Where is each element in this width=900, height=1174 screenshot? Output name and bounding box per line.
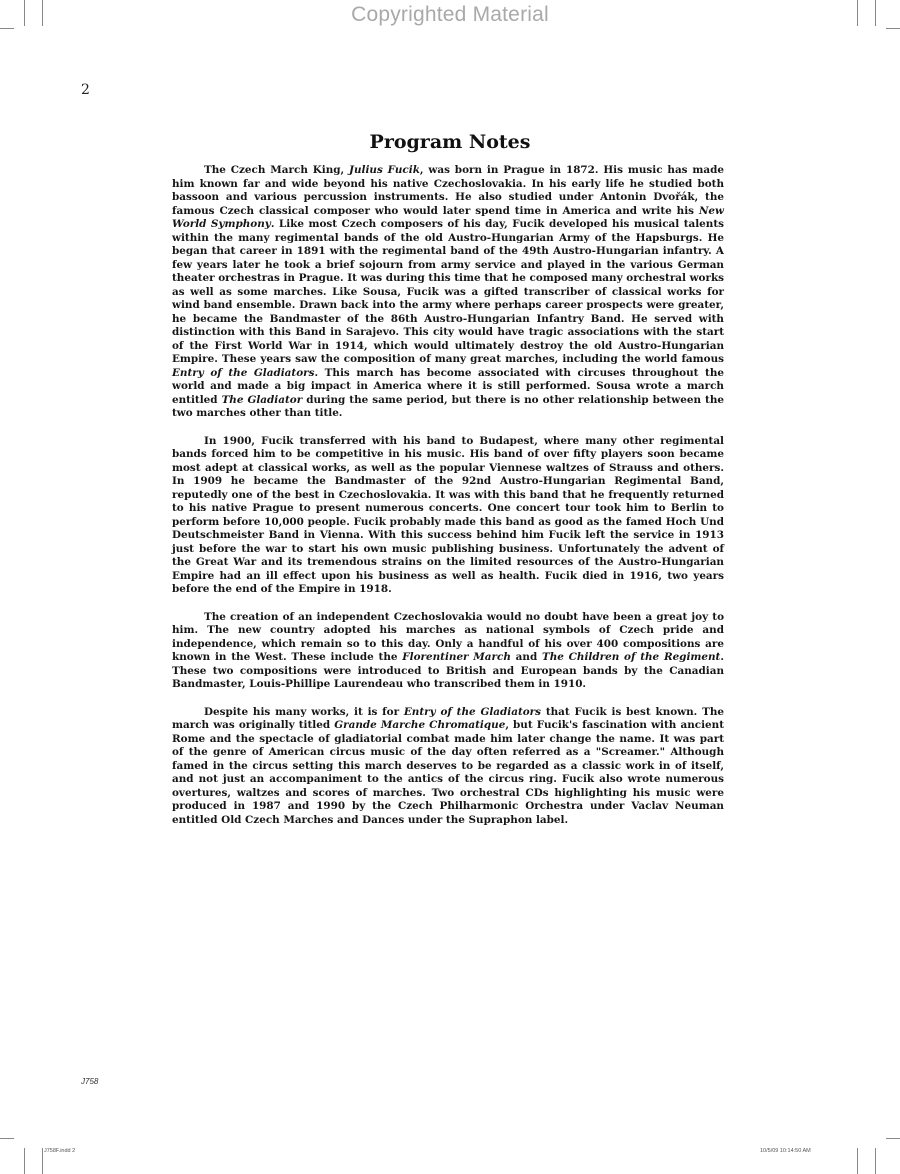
paragraph: In 1900, Fucik transferred with his band to Budapest, where many other regimental bands forced him to be competitive in his music. His band of over fifty players soon became most adept at classical works, as well as the popular Viennese waltzes of Strauss and others. In 1909 he became the Bandmaster of the 92nd Austro-Hungarian Regimental Band, reputedly one of the best in Czechoslovakia. It was with this band that he frequently returned to his native Prague to present numerous concerts. One concert tour took him to Berlin to perform before 10,000 people. Fucik probably made this band as good as the famed Hoch Und Deutschmeister Band in Vienna. With this success behind him Fucik left the service in 1913 just before the war to start his own music publishing business. Unfortunately the advent of the Great War and its tremendous strains on the limited resources of the Austro-Hungarian Empire had an ill effect upon his business as well as health. Fucik died in 1916, two years before the end of the Empire in 1918.: [172, 434, 724, 595]
page-number: 2: [81, 82, 90, 98]
crop-mark-bottom-right-h: [886, 1138, 900, 1139]
crop-mark-top-left-h: [0, 28, 14, 29]
footer-code: J758: [81, 1077, 99, 1086]
crop-mark-bottom-left-h: [0, 1138, 14, 1139]
crop-mark-bottom-left-v: [24, 1148, 25, 1174]
italic-title: The Children of the Regiment: [541, 651, 721, 663]
paragraph: The creation of an independent Czechoslovakia would no doubt have been a great joy to him. The new country adopted his marches as national symbols of Czech pride and independence, which remain so to this day. Only a handful of his over 400 compositions are known in the West. These include the Florentiner March and The Children of the Regiment. These two compositions were introduced to British and European bands by the Canadian Bandmaster, Louis-Phillipe Laurendeau who transcribed them in 1910.: [172, 610, 724, 690]
crop-mark-bottom-right-v: [875, 1148, 876, 1174]
italic-title: Grande Marche Chromatique: [334, 719, 506, 731]
italic-title: Entry of the Gladiators: [403, 705, 542, 718]
italic-title: Julius Fucik: [349, 164, 420, 176]
italic-title: Entry of the Gladiators: [172, 366, 315, 379]
print-slug-right: 10/5/09 10:14:50 AM: [760, 1148, 811, 1154]
italic-title: The Gladiator: [221, 393, 303, 406]
paragraph: The Czech March King, Julius Fucik, was born in Prague in 1872. His music has made him known far and wide beyond his native Czechoslovakia. In his early life he studied both bassoon and various percussion instruments. He also studied under Antonin Dvořák, the famous Czech classical composer who would later spend time in America and write his New World Symphony. Like most Czech composers of his day, Fucik developed his musical talents within the many regimental bands of the old Austro-Hungarian Army of the Hapsburgs. He began that career in 1891 with the regimental band of the 49th Austro-Hungarian infantry. A few years later he took a brief sojourn from army service and played in the various German theater orchestras in Prague. It was during this time that he composed many orchestral works as well as some marches. Like Sousa, Fucik was a gifted transcriber of classical works for wind band ensemble. Drawn back into the army where perhaps career prospects were greater, he became the Bandmaster of the 86th Austro-Hungarian Infantry Band. He served with distinction with this Band in Sarajevo. This city would have tragic associations with the start of the First World War in 1914, which would ultimately destroy the old Austro-Hungarian Empire. These years saw the composition of many great marches, including the world famous Entry of the Gladiators. This march has become associated with circuses throughout the world and made a big impact in America where it is still performed. Sousa wrote a march entitled The Gladiator during the same period, but there is no other relationship between the two marches other than title.: [172, 164, 725, 419]
page-title: Program Notes: [369, 131, 531, 153]
crop-mark-bottom-left-v2: [42, 1148, 43, 1174]
program-notes-body: [172, 164, 724, 841]
paragraph: Despite his many works, it is for Entry of the Gladiators that Fucik is best known. The march was originally titled Grande Marche Chromatique, but Fucik's fascination with ancient Rome and the spectacle of gladiatorial combat made him later change the name. It was part of the genre of American circus music of the day often referred as a "Screamer." Although famed in the circus setting this march deserves to be regarded as a classic work in of itself, and not just an accompaniment to the antics of the circus ring. Fucik also wrote numerous overtures, waltzes and scores of marches. Two orchestral CDs highlighting his music were produced in 1987 and 1990 by the Czech Philharmonic Orchestra under Vaclav Neuman entitled Old Czech Marches and Dances under the Supraphon label.: [172, 705, 724, 826]
print-slug-left: J758F.indd 2: [44, 1148, 76, 1154]
italic-title: Florentiner March: [402, 651, 511, 663]
italic-title: New World Symphony: [172, 204, 724, 230]
crop-mark-top-right-h: [886, 28, 900, 29]
copyright-watermark: Copyrighted Material: [351, 3, 549, 26]
crop-mark-bottom-right-v2: [857, 1148, 858, 1174]
